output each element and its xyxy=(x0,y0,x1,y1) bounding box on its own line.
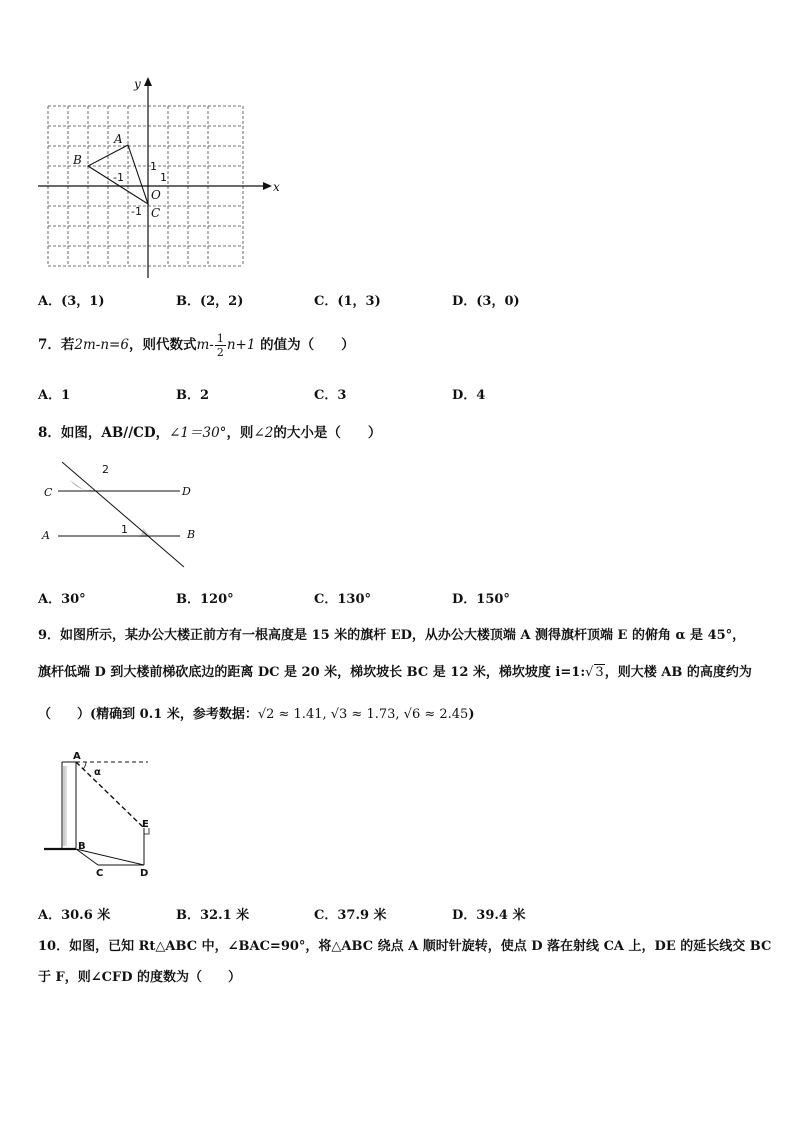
point-label-c: C xyxy=(151,206,161,220)
q8-option-b[interactable]: B．120° xyxy=(176,592,234,607)
q8-mid: ，则 xyxy=(226,425,254,441)
depression-sightline xyxy=(76,762,144,828)
point-label-d: D xyxy=(182,485,191,498)
q6-option-c[interactable]: C．(1，3) xyxy=(314,294,381,309)
q7-condition: 2m-n=6 xyxy=(74,337,129,353)
point-label-b: B xyxy=(78,841,86,852)
q9-option-a[interactable]: A．30.6 米 xyxy=(38,908,111,923)
parallel-lines-figure xyxy=(38,455,208,570)
point-label-a: A xyxy=(73,751,81,762)
q7-frac-num: 1 xyxy=(216,332,224,345)
tick-label-neg-x: -1 xyxy=(113,171,124,184)
axis-label-y: y xyxy=(134,77,141,91)
q6-option-a[interactable]: A．(3，1) xyxy=(38,294,105,309)
axis-label-x: x xyxy=(273,180,280,194)
point-label-b: B xyxy=(187,528,196,541)
q8-suffix: 的大小是（ ） xyxy=(273,425,382,441)
q8-option-c[interactable]: C．130° xyxy=(314,592,371,607)
tick-label-pos-x: 1 xyxy=(160,171,167,184)
q9-line2-pre: 旗杆低端 D 到大楼前梯砍底边的距离 DC 是 20 米，梯坎坡长 BC 是 12 米，梯坎坡度 i=1: xyxy=(38,665,586,680)
point-label-c: C xyxy=(96,868,104,879)
q8-prefix: 8．如图，AB//CD， xyxy=(38,425,170,441)
building-slope-figure xyxy=(42,748,172,880)
q6-option-d[interactable]: D．(3，0) xyxy=(452,294,520,309)
q7-expr-m: m- xyxy=(196,337,214,353)
q8-option-d[interactable]: D．150° xyxy=(452,592,510,607)
angle-2-arc xyxy=(70,480,94,490)
q6-option-b[interactable]: B．(2，2) xyxy=(176,294,244,309)
q7-stem xyxy=(38,330,355,360)
q10-line-2: 于 F，则∠CFD 的度数为（ ） xyxy=(38,970,242,985)
building xyxy=(62,762,76,848)
q7-option-d[interactable]: D．4 xyxy=(452,388,486,403)
point-label-c: C xyxy=(44,486,53,499)
q10-line-1: 10．如图，已知 Rt△ABC 中，∠BAC=90°，将△ABC 绕点 A 顺时针旋转，使点 D 落在射线 CA 上，DE 的延长线交 BC xyxy=(38,939,772,954)
q9-line-1: 9．如图所示，某办公大楼正前方有一根高度是 15 米的旗杆 ED，从办公大楼顶端 A 测得旗杆顶端 E 的俯角 α 是 45°， xyxy=(38,628,746,643)
q8-angle-condition: ∠1＝30° xyxy=(169,425,227,441)
point-label-a: A xyxy=(114,132,123,146)
q9-option-b[interactable]: B．32.1 米 xyxy=(176,908,250,923)
transversal xyxy=(62,462,184,567)
q8-angle-2: ∠2 xyxy=(253,425,274,441)
tick-label-neg-y: -1 xyxy=(131,205,142,218)
x-axis-arrow-icon xyxy=(263,182,272,190)
point-label-a: A xyxy=(42,529,50,542)
alpha-arc xyxy=(83,762,86,769)
q7-mid: ，则代数式 xyxy=(128,337,197,353)
q7-option-b[interactable]: B．2 xyxy=(176,388,210,403)
axes xyxy=(38,77,272,278)
q9-option-d[interactable]: D．39.4 米 xyxy=(452,908,526,923)
angle-label-2: 2 xyxy=(102,463,109,476)
q9-line-2 xyxy=(38,661,752,680)
tick-label-pos-y: 1 xyxy=(150,160,157,173)
point-label-d: D xyxy=(140,868,149,879)
q9-reference-data: √2 ≈ 1.41, √3 ≈ 1.73, √6 ≈ 2.45 xyxy=(257,707,469,722)
origin-label: O xyxy=(151,188,161,202)
q7-option-c[interactable]: C．3 xyxy=(314,388,347,403)
q9-radicand: 3 xyxy=(595,665,604,680)
q9-line2-post: ，则大楼 AB 的高度约为 xyxy=(604,665,752,680)
point-label-e: E xyxy=(142,819,149,830)
q9-option-c[interactable]: C．37.9 米 xyxy=(314,908,387,923)
q9-line3-pre: （ ）(精确到 0.1 米，参考数据： xyxy=(38,707,258,722)
q8-option-a[interactable]: A．30° xyxy=(38,592,86,607)
q7-prefix: 7．若 xyxy=(38,337,75,353)
point-label-b: B xyxy=(73,153,82,167)
sqrt-icon: √ xyxy=(585,665,594,680)
q7-expr-n: n+1 xyxy=(226,337,256,353)
q7-suffix: 的值为（ ） xyxy=(260,337,355,353)
q9-line3-post: ) xyxy=(468,707,475,722)
y-axis-arrow-icon xyxy=(144,77,152,86)
q7-fraction xyxy=(215,332,226,359)
q7-option-a[interactable]: A．1 xyxy=(38,388,71,403)
coordinate-grid-figure xyxy=(30,70,300,285)
q8-stem xyxy=(38,421,381,441)
angle-label-1: 1 xyxy=(121,523,128,536)
q7-frac-den: 2 xyxy=(216,346,224,359)
alpha-label: α xyxy=(94,767,101,778)
q9-line-3 xyxy=(38,703,475,722)
